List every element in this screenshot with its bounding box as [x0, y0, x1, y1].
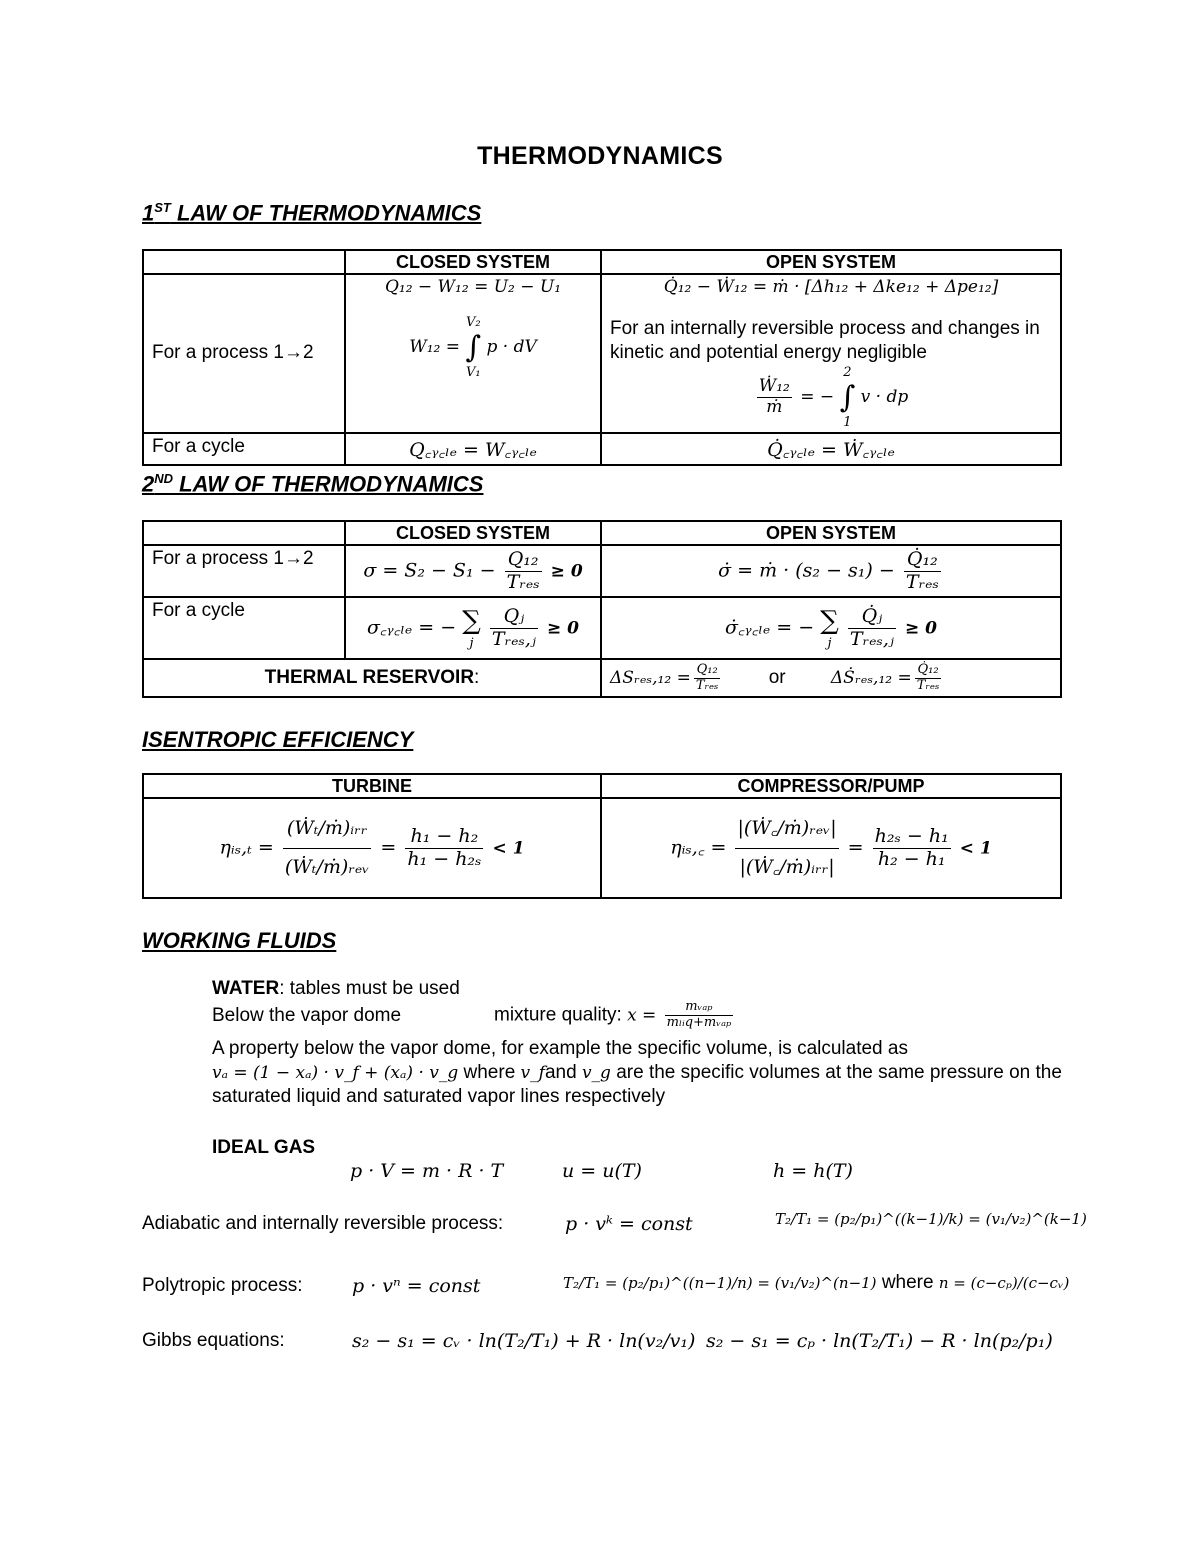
- isentropic-table: [142, 773, 1062, 899]
- reservoir-entropy-eq: ΔSᵣₑₛ,₁₂ = $\frac{\text{Q₁₂}}{\text{Tᵣₑₛ}}$: [610, 661, 719, 693]
- open-note: For an internally reversible process and changes in kinetic and potential energy negligible: [610, 318, 1040, 363]
- row-label-process: For a process 1→2: [143, 274, 345, 433]
- gibbs-eq-1: s₂ − s₁ = cᵥ · ln(T₂/T₁) + R · ln(v₂/v₁): [352, 1330, 696, 1352]
- adiabatic-eq: p · vᵏ = const: [565, 1213, 693, 1235]
- closed-cycle-eq: Q꜀ᵧ꜀ₗₑ = W꜀ᵧ꜀ₗₑ: [345, 433, 601, 465]
- adiabatic-label: Adiabatic and internally reversible process:: [142, 1213, 504, 1234]
- closed-entropy-process-eq: σ = S₂ − S₁ − $\frac{\text{Q₁₂}}{\text{Tᵣₑₛ}}$ ≥ 0: [345, 545, 601, 597]
- header-open-system: OPEN SYSTEM: [601, 521, 1061, 545]
- thermal-reservoir-eqs: ΔSᵣₑₛ,₁₂ = $\frac{\text{Q₁₂}}{\text{Tᵣₑₛ}}$ or ΔṠᵣₑₛ,₁₂ = $\frac{\text{Q̇₁₂}}{\text{Tᵣₑₛ}}$: [601, 659, 1061, 697]
- closed-entropy-cycle-eq: σ꜀ᵧ꜀ₗₑ = − ∑ j $\frac{\text{Qⱼ}}{\text{Tᵣₑₛ,ⱼ}}$ ≥ 0: [345, 597, 601, 659]
- header-blank: [143, 250, 345, 274]
- ideal-gas-law: p · V = m · R · T: [350, 1160, 504, 1182]
- closed-process-cell: [345, 274, 601, 433]
- property-equation-line: vₐ = (1 − xₐ) · v_f + (xₐ) · v_g where v_fand v_g are the specific volumes at the same pressure on the: [212, 1062, 1062, 1083]
- header-compressor: COMPRESSOR/PUMP: [601, 774, 1061, 798]
- water-line: WATER: tables must be used: [212, 978, 460, 999]
- open-work-eq: $\frac{\text{Ẇ₁₂}}{\text{ṁ}}$ = − 2 ∫ 1 v · dp: [758, 364, 909, 430]
- internal-energy-eq: u = u(T): [562, 1160, 642, 1182]
- adiabatic-ratio-eq: T₂/T₁ = (p₂/p₁)^((k−1)/k) = (v₁/v₂)^(k−1): [775, 1210, 1087, 1228]
- header-turbine: TURBINE: [143, 774, 601, 798]
- property-line-3: saturated liquid and saturated vapor lines respectively: [212, 1086, 666, 1107]
- polytropic-ratio-line: T₂/T₁ = (p₂/p₁)^((n−1)/n) = (v₁/v₂)^(n−1) where n = (c−cₚ)/(c−cᵥ): [563, 1272, 1070, 1293]
- closed-work-eq: W₁₂ = V₂ ∫ V₁ p · dV: [409, 315, 537, 380]
- open-cycle-eq: Q̇꜀ᵧ꜀ₗₑ = Ẇ꜀ᵧ꜀ₗₑ: [601, 433, 1061, 465]
- page-title: THERMODYNAMICS: [477, 142, 723, 170]
- header-open-system: OPEN SYSTEM: [601, 250, 1061, 274]
- second-law-table: [142, 520, 1062, 698]
- polytropic-label: Polytropic process:: [142, 1275, 303, 1296]
- first-law-table: [142, 249, 1062, 466]
- header-closed-system: CLOSED SYSTEM: [345, 521, 601, 545]
- header-blank: [143, 521, 345, 545]
- second-law-heading: 2ND LAW OF THERMODYNAMICS: [142, 471, 484, 497]
- property-line: A property below the vapor dome, for example the specific volume, is calculated as: [212, 1038, 908, 1059]
- open-entropy-process-eq: σ̇ = ṁ · (s₂ − s₁) − $\frac{\text{Q̇₁₂}}{\text{Tᵣₑₛ}}$: [601, 545, 1061, 597]
- below-dome-text: Below the vapor dome: [212, 1005, 402, 1026]
- ideal-gas-label: IDEAL GAS: [212, 1137, 316, 1158]
- reservoir-entropy-rate-eq: ΔṠᵣₑₛ,₁₂ = $\frac{\text{Q̇₁₂}}{\text{Tᵣₑₛ}}$: [830, 661, 940, 693]
- open-energy-eq: Q̇₁₂ − Ẇ₁₂ = ṁ · [Δh₁₂ + Δke₁₂ + Δpe₁₂]: [663, 277, 999, 297]
- open-entropy-cycle-eq: σ̇꜀ᵧ꜀ₗₑ = − ∑ j $\frac{\text{Q̇ⱼ}}{\text{Tᵣₑₛ,ⱼ}}$ ≥ 0: [601, 597, 1061, 659]
- first-law-heading: 1ST LAW OF THERMODYNAMICS: [142, 200, 482, 226]
- gibbs-label: Gibbs equations:: [142, 1330, 285, 1351]
- thermal-reservoir-label: THERMAL RESERVOIR:: [143, 659, 601, 697]
- compressor-efficiency-eq: ηᵢₛ,꜀ = $\frac{\text{|(Ẇ꜀/ṁ)ᵣₑᵥ|}}{\text{|(Ẇ꜀/ṁ)ᵢᵣᵣ|}}$ = $\frac{\text{h₂ₛ − h₁}}{\text{h₂ − h₁}}$ < 1: [601, 798, 1061, 898]
- header-closed-system: CLOSED SYSTEM: [345, 250, 601, 274]
- closed-energy-eq: Q₁₂ − W₁₂ = U₂ − U₁: [384, 277, 562, 297]
- enthalpy-eq: h = h(T): [773, 1160, 853, 1182]
- open-process-cell: [601, 274, 1061, 433]
- gibbs-eq-2: s₂ − s₁ = cₚ · ln(T₂/T₁) − R · ln(p₂/p₁): [706, 1330, 1053, 1352]
- row-label-cycle: For a cycle: [143, 597, 345, 659]
- row-label-process: For a process 1→2: [143, 545, 345, 597]
- mixture-quality: mixture quality: x = $\frac{\text{mᵥₐₚ}}{\text{mₗᵢq+mᵥₐₚ}}$: [494, 999, 732, 1030]
- working-fluids-heading: WORKING FLUIDS: [142, 928, 337, 953]
- polytropic-eq: p · vⁿ = const: [352, 1275, 481, 1297]
- row-label-cycle: For a cycle: [143, 433, 345, 465]
- turbine-efficiency-eq: ηᵢₛ,ₜ = $\frac{\text{(Ẇₜ/ṁ)ᵢᵣᵣ}}{\text{(Ẇₜ/ṁ)ᵣₑᵥ}}$ = $\frac{\text{h₁ − h₂}}{\text{h₁ − h₂ₛ}}$ < 1: [143, 798, 601, 898]
- isentropic-heading: ISENTROPIC EFFICIENCY: [142, 727, 414, 752]
